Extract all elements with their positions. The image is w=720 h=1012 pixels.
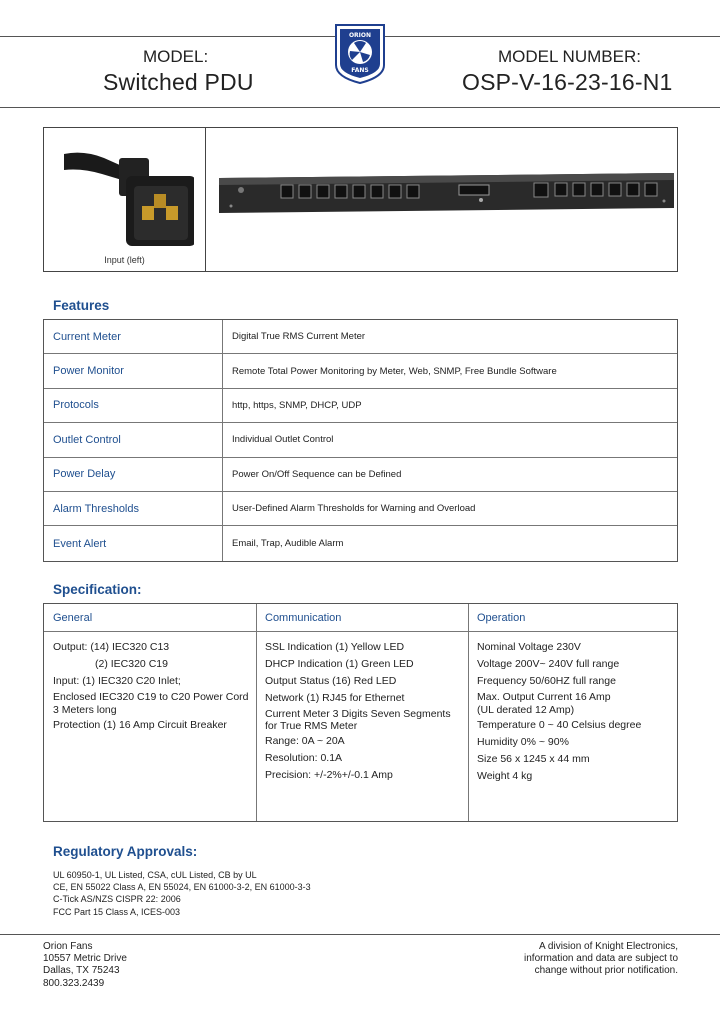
spec-line: Size 56 x 1245 x 44 mm bbox=[477, 752, 590, 765]
footer-company: Orion Fans bbox=[43, 941, 93, 952]
feature-name: Event Alert bbox=[44, 526, 223, 560]
spec-line: Precision: +/-2%+/-0.1 Amp bbox=[265, 768, 393, 781]
specification-title: Specification: bbox=[53, 582, 142, 597]
spec-line: Protection (1) 16 Amp Circuit Breaker bbox=[53, 719, 227, 732]
spec-column-general bbox=[44, 632, 249, 821]
spec-line: Weight 4 kg bbox=[477, 769, 533, 782]
features-table bbox=[43, 319, 678, 562]
regulatory-line: C-Tick AS/NZS CISPR 22: 2006 bbox=[53, 894, 181, 905]
regulatory-line: CE, EN 55022 Class A, EN 55024, EN 61000-3-2, EN 61000-3-3 bbox=[53, 882, 311, 893]
spec-line: Resolution: 0.1A bbox=[265, 751, 343, 764]
footer-disclaimer-line: A division of Knight Electronics, bbox=[539, 941, 678, 952]
header-bottom-rule bbox=[0, 107, 720, 108]
spec-line: Nominal Voltage 230V bbox=[477, 641, 581, 653]
footer-disclaimer bbox=[524, 941, 678, 978]
feature-name: Protocols bbox=[44, 389, 223, 422]
feature-name: Power Monitor bbox=[44, 354, 223, 387]
feature-desc: Power On/Off Sequence can be Defined bbox=[232, 468, 402, 480]
footer-disclaimer-line: change without prior notification. bbox=[534, 965, 678, 977]
spec-line: Frequency 50/60HZ full range bbox=[477, 674, 616, 687]
footer-disclaimer-line: information and data are subject to bbox=[524, 953, 678, 965]
spec-line: Temperature 0 ~ 40 Celsius degree bbox=[477, 719, 642, 732]
footer-city: Dallas, TX 75243 bbox=[43, 965, 120, 977]
feature-name: Current Meter bbox=[44, 320, 223, 353]
footer-phone: 800.323.2439 bbox=[43, 977, 105, 989]
feature-name: Alarm Thresholds bbox=[44, 492, 223, 525]
regulatory-title: Regulatory Approvals: bbox=[53, 844, 198, 859]
footer-street: 10557 Metric Drive bbox=[43, 953, 127, 965]
specification-table bbox=[43, 603, 678, 822]
table-row bbox=[44, 526, 677, 560]
spec-line: Current Meter 3 Digits Seven Segments for True RMS Meter bbox=[265, 707, 451, 733]
spec-column-operation bbox=[468, 632, 668, 821]
spec-heading-communication: Communication bbox=[256, 604, 468, 632]
orion-fans-logo bbox=[332, 21, 388, 85]
pdu-strip-image bbox=[219, 168, 674, 218]
table-row bbox=[44, 320, 677, 354]
feature-desc: Email, Trap, Audible Alarm bbox=[232, 538, 344, 550]
spec-heading-operation: Operation bbox=[468, 604, 677, 632]
spec-line: Network (1) RJ45 for Ethernet bbox=[265, 691, 405, 704]
footer-address bbox=[43, 941, 127, 990]
spec-column-communication bbox=[256, 632, 461, 821]
feature-desc: Digital True RMS Current Meter bbox=[232, 331, 366, 343]
feature-name: Outlet Control bbox=[44, 423, 223, 456]
model-value: Switched PDU bbox=[103, 69, 254, 95]
product-images-panel bbox=[43, 127, 678, 272]
features-title: Features bbox=[53, 298, 110, 313]
feature-desc: Remote Total Power Monitoring by Meter, Web, SNMP, Free Bundle Software bbox=[232, 365, 557, 377]
spec-line: Range: 0A ~ 20A bbox=[265, 734, 345, 747]
spec-line: Humidity 0% ~ 90% bbox=[477, 735, 569, 748]
spec-line: Output Status (16) Red LED bbox=[265, 674, 397, 687]
model-number-value: OSP-V-16-23-16-N1 bbox=[462, 69, 673, 95]
feature-desc: http, https, SNMP, DHCP, UDP bbox=[232, 399, 362, 411]
feature-desc: User-Defined Alarm Thresholds for Warning and Overload bbox=[232, 503, 476, 515]
regulatory-line: FCC Part 15 Class A, ICES-003 bbox=[53, 906, 181, 917]
table-row bbox=[44, 492, 677, 526]
regulatory-line: UL 60950-1, UL Listed, CSA, cUL Listed, CB by UL bbox=[53, 870, 257, 880]
table-row bbox=[44, 354, 677, 388]
regulatory-list bbox=[53, 869, 311, 918]
spec-line: Enclosed IEC320 C19 to C20 Power Cord 3 Meters long bbox=[53, 690, 249, 716]
spec-line: Max. Output Current 16 Amp (UL derated 12 Amp) bbox=[477, 690, 611, 716]
spec-line: DHCP Indication (1) Green LED bbox=[265, 657, 414, 670]
spec-line: Voltage 200V~ 240V full range bbox=[477, 657, 620, 670]
logo-text-bottom: FANS bbox=[351, 67, 369, 74]
footer-rule bbox=[0, 934, 720, 935]
feature-name: Power Delay bbox=[44, 458, 223, 491]
images-divider bbox=[205, 128, 206, 271]
table-row bbox=[44, 458, 677, 492]
spec-line: (2) IEC320 C19 bbox=[95, 657, 168, 670]
table-row bbox=[44, 423, 677, 457]
input-caption: Input (left) bbox=[104, 255, 145, 265]
logo-text-top: ORION bbox=[348, 32, 372, 39]
spec-line: Input: (1) IEC320 C20 Inlet; bbox=[53, 674, 181, 687]
feature-desc: Individual Outlet Control bbox=[232, 434, 334, 446]
spec-line: SSL Indication (1) Yellow LED bbox=[265, 641, 405, 653]
model-label: MODEL: bbox=[143, 47, 209, 66]
spec-line: Output: (14) IEC320 C13 bbox=[53, 641, 170, 653]
iec-c20-plug-image bbox=[64, 136, 194, 246]
table-row bbox=[44, 389, 677, 423]
model-number-label: MODEL NUMBER: bbox=[498, 47, 641, 66]
spec-heading-general: General bbox=[44, 604, 256, 632]
